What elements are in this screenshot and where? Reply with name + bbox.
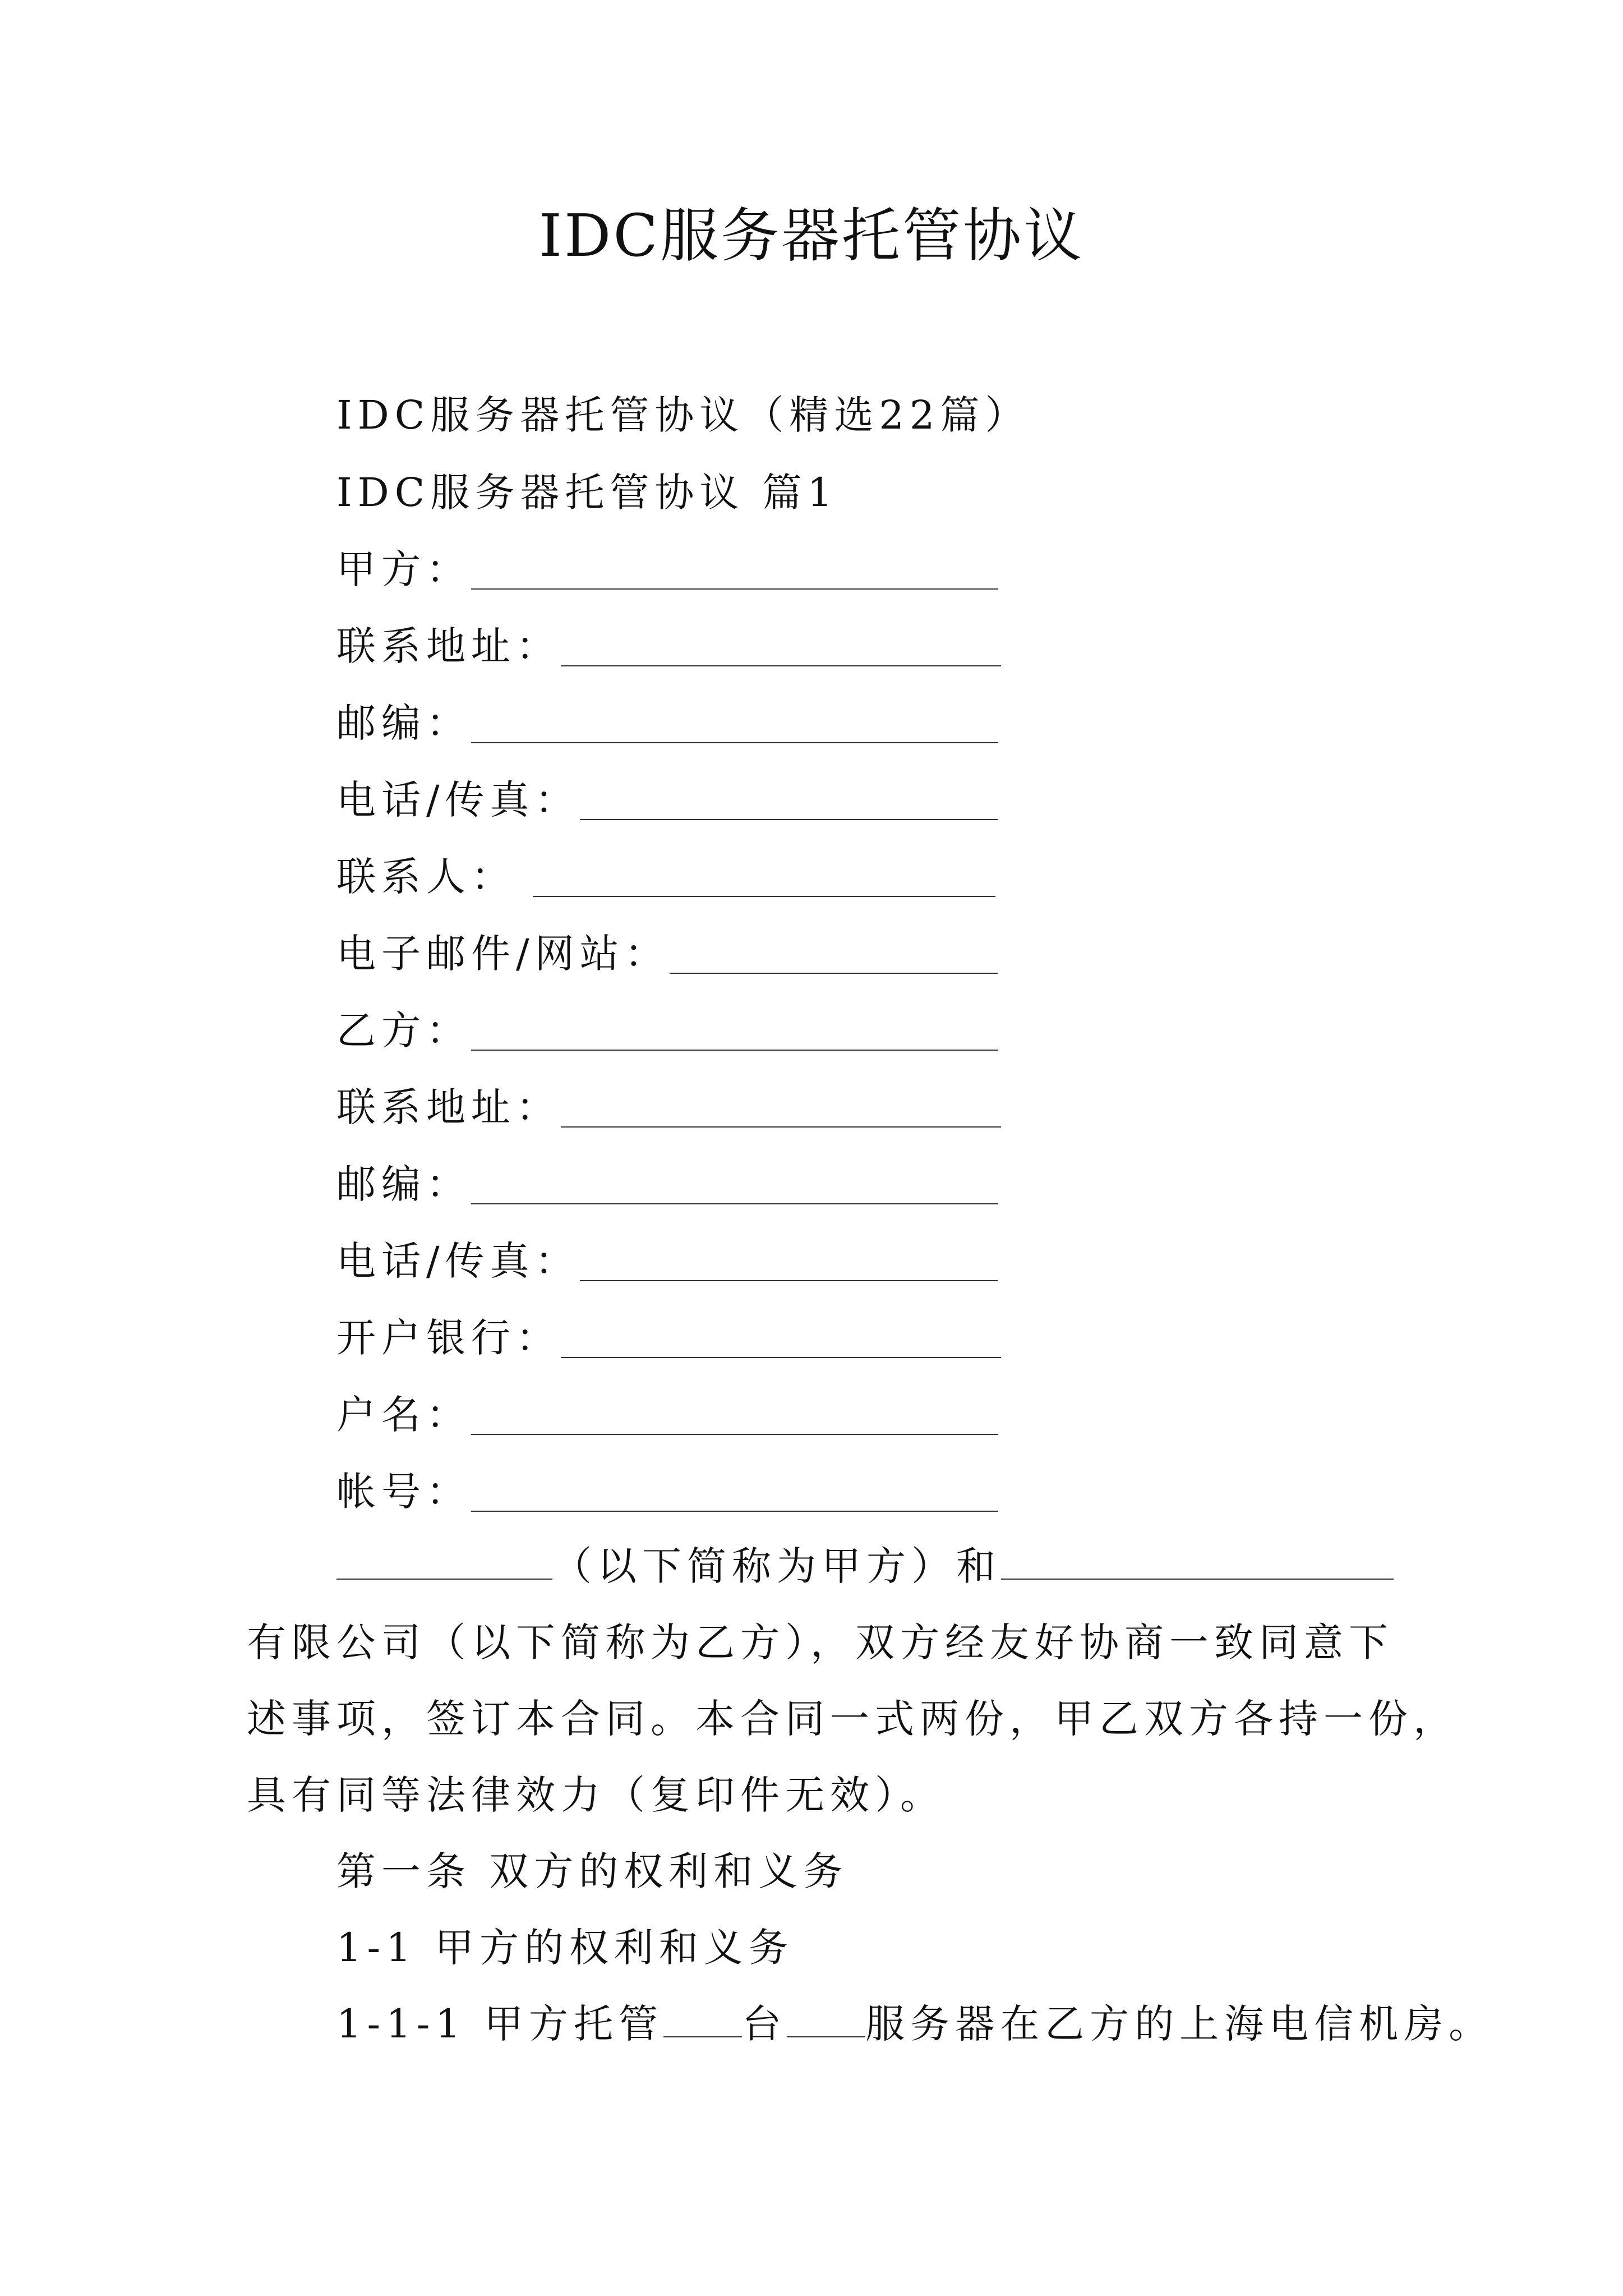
party-a-contact-label: 联系人： bbox=[336, 854, 516, 900]
intro-line-2: 有限公司（以下简称为乙方），双方经友好协商一致同意下 bbox=[247, 1619, 1394, 1665]
clause-prefix: 1-1-1 甲方托管 bbox=[336, 2001, 664, 2047]
article-1-heading: 第一条 双方的权利和义务 bbox=[336, 1848, 849, 1894]
party-b-phone-label: 电话/传真： bbox=[336, 1238, 580, 1284]
party-a-postcode-field bbox=[336, 689, 998, 751]
party-b-name-label: 乙方： bbox=[336, 1007, 471, 1053]
document-title: IDC服务器托管协议 bbox=[538, 201, 1085, 270]
party-b-name-field bbox=[336, 997, 998, 1059]
section-heading: IDC服务器托管协议 篇1 bbox=[336, 470, 838, 516]
article-1-subheading: 1-1 甲方的权利和义务 bbox=[336, 1925, 794, 1971]
party-a-name-field bbox=[336, 536, 998, 597]
clause-suffix: 服务器在乙方的上海电信机房。 bbox=[865, 2001, 1494, 2047]
party-b-account-name-field bbox=[336, 1381, 998, 1443]
party-a-name-label: 甲方： bbox=[336, 546, 471, 592]
party-a-postcode-blank[interactable] bbox=[471, 702, 998, 743]
party-b-account-no-label: 帐号： bbox=[336, 1469, 471, 1515]
party-b-postcode-label: 邮编： bbox=[336, 1161, 471, 1207]
party-b-account-name-label: 户名： bbox=[336, 1392, 471, 1438]
party-b-bank-blank[interactable] bbox=[561, 1317, 1001, 1358]
party-b-phone-blank[interactable] bbox=[580, 1240, 998, 1281]
party-b-address-field bbox=[336, 1074, 1001, 1135]
server-count-blank[interactable] bbox=[663, 1996, 742, 2037]
party-b-phone-field bbox=[336, 1227, 998, 1289]
intro-part1: （以下简称为甲方）和 bbox=[552, 1543, 1001, 1589]
party-b-postcode-blank[interactable] bbox=[471, 1163, 998, 1204]
clause-mid: 台 bbox=[742, 2001, 787, 2047]
party-b-name-blank[interactable] bbox=[471, 1009, 998, 1051]
party-a-email-blank[interactable] bbox=[670, 932, 998, 974]
intro-party-a-blank[interactable] bbox=[336, 1538, 552, 1580]
party-b-account-name-blank[interactable] bbox=[471, 1393, 998, 1435]
party-a-email-field bbox=[336, 920, 998, 982]
party-b-address-label: 联系地址： bbox=[336, 1084, 561, 1130]
party-b-bank-label: 开户银行： bbox=[336, 1315, 561, 1361]
party-a-email-label: 电子邮件/网站： bbox=[336, 931, 670, 977]
party-b-account-no-blank[interactable] bbox=[471, 1470, 998, 1512]
server-type-blank[interactable] bbox=[787, 1996, 865, 2037]
party-a-phone-blank[interactable] bbox=[580, 779, 998, 820]
document-subtitle: IDC服务器托管协议（精选22篇） bbox=[336, 392, 1030, 438]
party-a-address-label: 联系地址： bbox=[336, 623, 561, 669]
party-a-name-blank[interactable] bbox=[471, 548, 998, 590]
party-b-postcode-field bbox=[336, 1151, 998, 1212]
party-a-postcode-label: 邮编： bbox=[336, 700, 471, 746]
party-b-bank-field bbox=[336, 1304, 1001, 1366]
intro-line-4: 具有同等法律效力（复印件无效）。 bbox=[247, 1772, 945, 1818]
intro-line-1 bbox=[336, 1528, 1394, 1604]
intro-party-b-blank[interactable] bbox=[1001, 1538, 1394, 1580]
party-a-address-field bbox=[336, 613, 1001, 674]
party-a-address-blank[interactable] bbox=[561, 625, 1001, 666]
party-b-address-blank[interactable] bbox=[561, 1086, 1001, 1128]
intro-line-3: 述事项，签订本合同。本合同一式两份，甲乙双方各持一份， bbox=[247, 1696, 1458, 1742]
party-a-contact-field bbox=[336, 843, 995, 905]
article-1-clause-1-1-1 bbox=[336, 1986, 1493, 2062]
party-b-account-no-field bbox=[336, 1458, 998, 1520]
party-a-phone-field bbox=[336, 766, 998, 828]
party-a-contact-blank[interactable] bbox=[533, 855, 995, 897]
party-a-phone-label: 电话/传真： bbox=[336, 777, 580, 823]
